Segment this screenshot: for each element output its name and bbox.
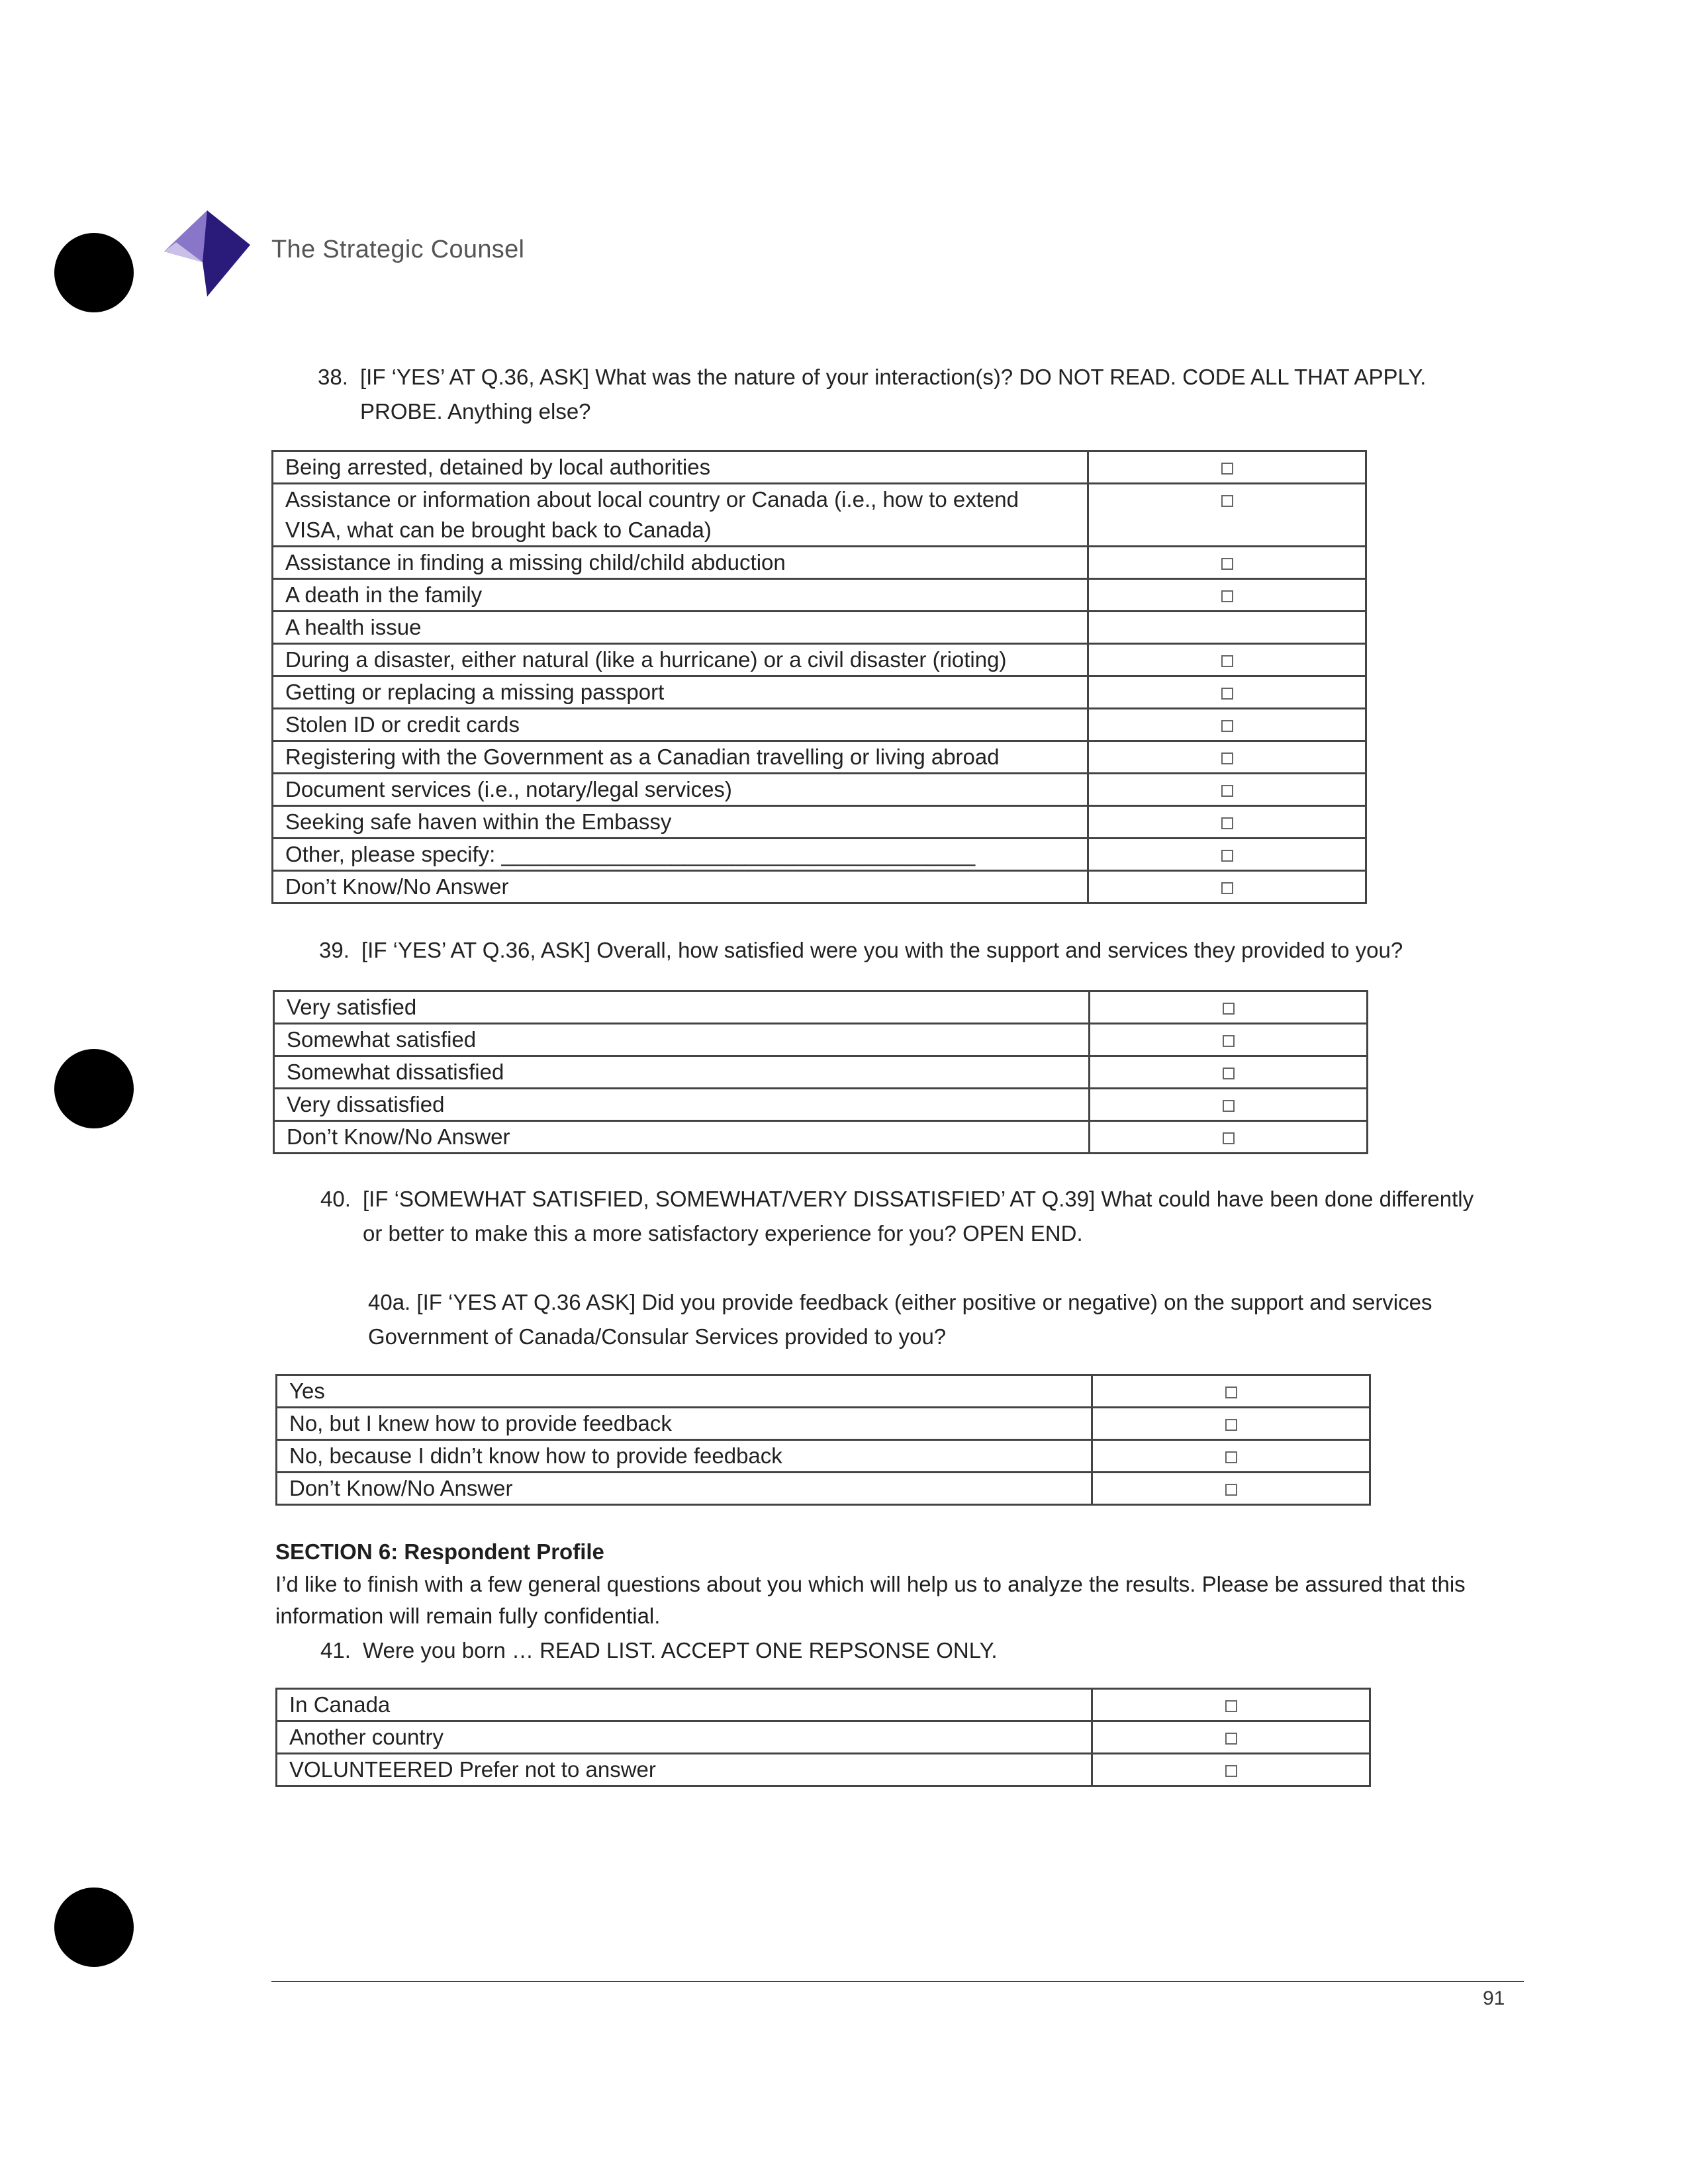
option-label: Assistance or information about local country or Canada (i.e., how to extend VISA, what can be brought back to Canada) (273, 484, 1088, 547)
option-label: Document services (i.e., notary/legal services) (273, 774, 1088, 806)
table-row (274, 991, 1368, 1024)
option-label: Being arrested, detained by local authorities (273, 451, 1088, 484)
binder-hole-top (54, 233, 134, 312)
table-row (273, 612, 1366, 644)
table-row (273, 547, 1366, 579)
checkbox[interactable] (1221, 558, 1233, 570)
question-number: 39. (319, 938, 350, 962)
checkbox[interactable] (1223, 1100, 1235, 1112)
question-text: [IF ‘YES’ AT Q.36, ASK] What was the nature of your interaction(s)? DO NOT READ. CODE ALL THAT APPLY. PROBE. Anything else? (360, 365, 1427, 424)
option-label: Somewhat satisfied (274, 1024, 1090, 1056)
table-row (277, 1721, 1370, 1754)
strategic-counsel-logo (164, 210, 250, 296)
table-row (273, 871, 1366, 903)
option-label: Yes (277, 1375, 1092, 1408)
option-label: No, because I didn’t know how to provide feedback (277, 1440, 1092, 1473)
option-label: Don’t Know/No Answer (274, 1121, 1090, 1154)
checkbox[interactable] (1225, 1733, 1237, 1745)
checkbox[interactable] (1223, 1003, 1235, 1015)
option-label: No, but I knew how to provide feedback (277, 1408, 1092, 1440)
table-row (277, 1754, 1370, 1786)
table-row (274, 1056, 1368, 1089)
table-row (277, 1440, 1370, 1473)
option-label: During a disaster, either natural (like a hurricane) or a civil disaster (rioting) (273, 644, 1088, 676)
question-40 (320, 1182, 1499, 1251)
table-row (273, 774, 1366, 806)
checkbox[interactable] (1221, 752, 1233, 764)
option-label: Stolen ID or credit cards (273, 709, 1088, 741)
question-text: [IF ‘YES’ AT Q.36, ASK] Overall, how satisfied were you with the support and services they provided to you? (361, 938, 1403, 962)
option-label: Another country (277, 1721, 1092, 1754)
q41-options-table (275, 1688, 1371, 1787)
table-row (274, 1121, 1368, 1154)
brand-name: The Strategic Counsel (271, 236, 525, 263)
table-row (277, 1473, 1370, 1505)
question-number: 41. (320, 1638, 351, 1662)
question-number: 38. (318, 365, 348, 389)
checkbox[interactable] (1223, 1132, 1235, 1144)
checkbox[interactable] (1221, 590, 1233, 602)
table-row (273, 709, 1366, 741)
section-title: SECTION 6: Respondent Profile (275, 1539, 604, 1564)
question-40a (368, 1285, 1520, 1354)
question-number: 40. (320, 1187, 351, 1211)
checkbox[interactable] (1221, 495, 1233, 507)
table-row (273, 579, 1366, 612)
empty-cell (1088, 612, 1366, 644)
option-label: A health issue (273, 612, 1088, 644)
table-row (277, 1689, 1370, 1721)
question-39 (319, 933, 1511, 968)
checkbox[interactable] (1221, 817, 1233, 829)
option-label: Other, please specify: _______________________________________ (273, 839, 1088, 871)
checkbox[interactable] (1225, 1765, 1237, 1777)
question-41 (320, 1633, 1499, 1668)
question-38 (318, 360, 1509, 429)
binder-hole-middle (54, 1049, 134, 1128)
checkbox[interactable] (1221, 882, 1233, 894)
page-number: 91 (1483, 1987, 1505, 2009)
table-row (273, 451, 1366, 484)
table-row (274, 1024, 1368, 1056)
option-label: VOLUNTEERED Prefer not to answer (277, 1754, 1092, 1786)
table-row (273, 484, 1366, 547)
table-row (273, 839, 1366, 871)
checkbox[interactable] (1223, 1068, 1235, 1079)
checkbox[interactable] (1225, 1700, 1237, 1712)
checkbox[interactable] (1223, 1035, 1235, 1047)
table-row (277, 1375, 1370, 1408)
checkbox[interactable] (1221, 655, 1233, 667)
option-label: Don’t Know/No Answer (273, 871, 1088, 903)
option-label: Getting or replacing a missing passport (273, 676, 1088, 709)
checkbox[interactable] (1221, 688, 1233, 700)
option-label: Registering with the Government as a Canadian travelling or living abroad (273, 741, 1088, 774)
checkbox[interactable] (1221, 850, 1233, 862)
footer-divider (271, 1981, 1524, 1982)
option-label: Somewhat dissatisfied (274, 1056, 1090, 1089)
option-label: In Canada (277, 1689, 1092, 1721)
question-text: [IF ‘SOMEWHAT SATISFIED, SOMEWHAT/VERY DISSATISFIED’ AT Q.39] What could have been done differently or better to make this a more satisfactory experience for you? OPEN END. (363, 1187, 1474, 1246)
question-text: 40a. [IF ‘YES AT Q.36 ASK] Did you provide feedback (either positive or negative) on the support and services Government of Canada/Consular Services provided to you? (368, 1290, 1432, 1349)
section-intro: I’d like to finish with a few general questions about you which will help us to analyze the results. Please be assured that this information will remain fully confidential. (275, 1572, 1466, 1628)
table-row (274, 1089, 1368, 1121)
option-label: Very satisfied (274, 991, 1090, 1024)
checkbox[interactable] (1225, 1419, 1237, 1431)
option-label: Seeking safe haven within the Embassy (273, 806, 1088, 839)
q39-options-table (273, 990, 1368, 1154)
question-text: Were you born … READ LIST. ACCEPT ONE REPSONSE ONLY. (363, 1638, 998, 1662)
checkbox[interactable] (1221, 463, 1233, 475)
table-row (273, 806, 1366, 839)
binder-hole-bottom (54, 1888, 134, 1967)
checkbox[interactable] (1225, 1451, 1237, 1463)
checkbox[interactable] (1221, 720, 1233, 732)
checkbox[interactable] (1225, 1387, 1237, 1398)
option-label: Don’t Know/No Answer (277, 1473, 1092, 1505)
table-row (273, 676, 1366, 709)
option-label: Very dissatisfied (274, 1089, 1090, 1121)
table-row (273, 644, 1366, 676)
option-label: Assistance in finding a missing child/child abduction (273, 547, 1088, 579)
q40a-options-table (275, 1374, 1371, 1506)
checkbox[interactable] (1225, 1484, 1237, 1496)
option-label: A death in the family (273, 579, 1088, 612)
q38-options-table (271, 450, 1367, 904)
table-row (277, 1408, 1370, 1440)
checkbox[interactable] (1221, 785, 1233, 797)
table-row (273, 741, 1366, 774)
